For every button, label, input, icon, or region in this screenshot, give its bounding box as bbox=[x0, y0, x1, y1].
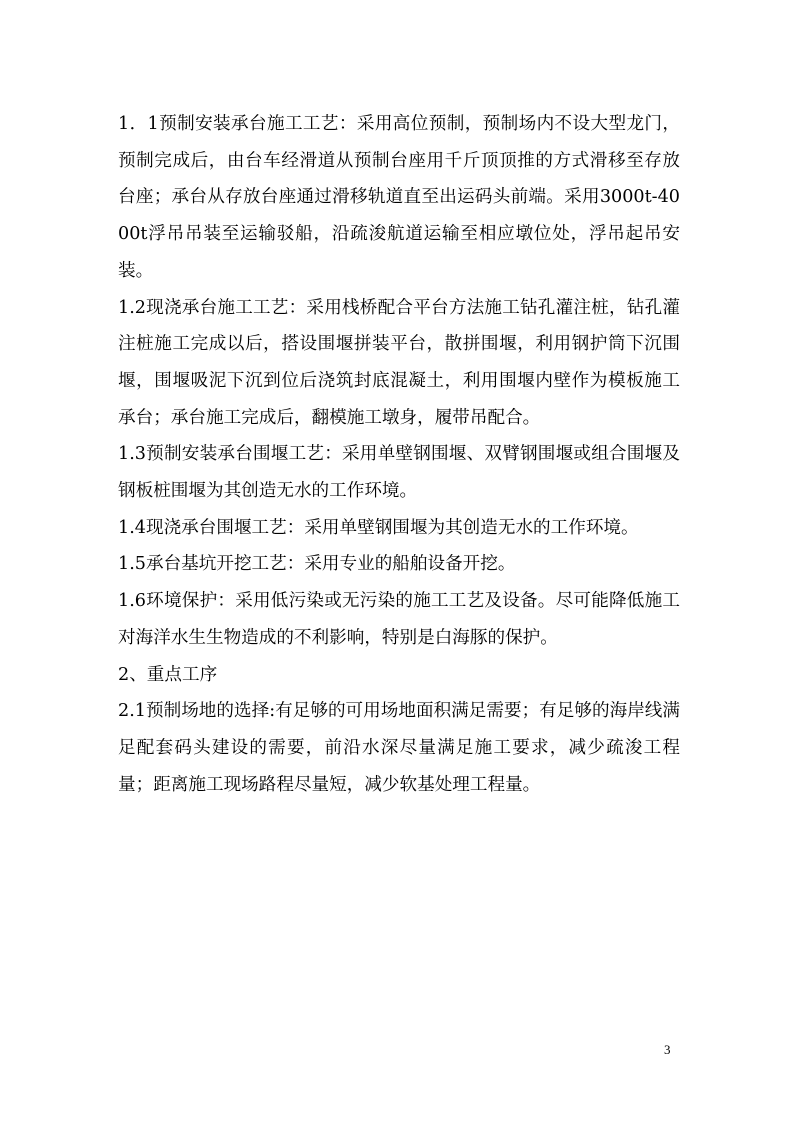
paragraph-1-4-cast-in-place-cofferdam-process: 1.4现浇承台围堰工艺：采用单壁钢围堰为其创造无水的工作环境。 bbox=[118, 517, 639, 538]
page-number: 3 bbox=[664, 1042, 671, 1057]
paragraph-1-1-precast-cap-process: 1．1预制安装承台施工工艺：采用高位预制，预制场内不设大型龙门，预制完成后，由台车经滑道从预制台座用千斤顶顶推的方式滑移至存放台座；承台从存放台座通过滑移轨道直至出运码头前端。采用3000t-4000t浮吊吊装至运输驳船，沿疏浚航道运输至相应墩位处，浮吊起吊安装。 bbox=[118, 114, 680, 281]
document-body bbox=[118, 106, 680, 803]
paragraph-1-6-environmental-protection: 1.6环境保护：采用低污染或无污染的施工工艺及设备。尽可能降低施工对海洋水生生物造成的不利影响，特别是白海豚的保护。 bbox=[118, 591, 680, 648]
paragraph-2-1-prefab-site-selection: 2.1预制场地的选择:有足够的可用场地面积满足需要；有足够的海岸线满足配套码头建设的需要，前沿水深尽量满足施工要求，减少疏浚工程量；距离施工现场路程尽量短，减少软基处理工程量。 bbox=[118, 701, 680, 795]
paragraph-1-3-precast-cofferdam-process: 1.3预制安装承台围堰工艺：采用单壁钢围堰、双臂钢围堰或组合围堰及钢板桩围堰为其创造无水的工作环境。 bbox=[118, 444, 680, 502]
paragraph-1-5-foundation-excavation: 1.5承台基坑开挖工艺：采用专业的船舶设备开挖。 bbox=[118, 554, 516, 575]
paragraph-1-2-cast-in-place-cap-process: 1.2现浇承台施工工艺：采用栈桥配合平台方法施工钻孔灌注桩，钻孔灌注桩施工完成以后，搭设围堰拼装平台，散拼围堰，利用钢护筒下沉围堰，围堰吸泥下沉到位后浇筑封底混凝土，利用围堰内壁作为模板施工承台；承台施工完成后，翻模施工墩身，履带吊配合。 bbox=[118, 297, 680, 428]
section-heading-key-procedures: 2、重点工序 bbox=[118, 664, 218, 685]
